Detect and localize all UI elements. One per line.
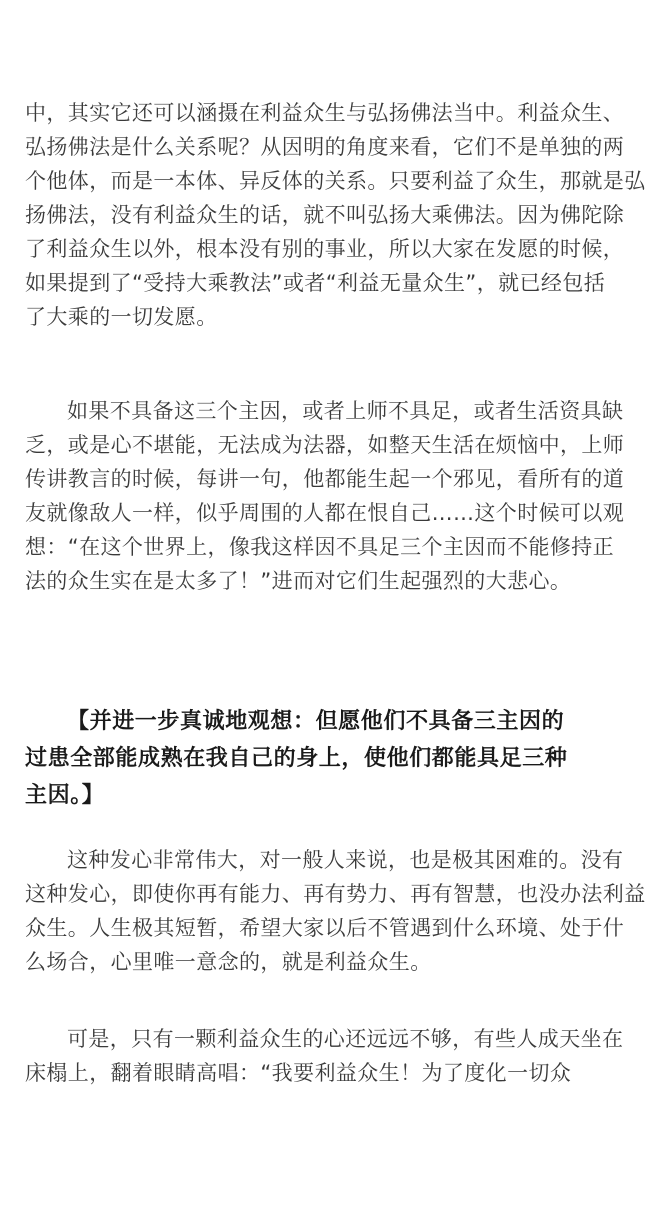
text-line: 如果不具备这三个主因，或者上师不具足，或者生活资具缺 bbox=[67, 399, 624, 423]
text-line: 想：“在这个世界上，像我这样因不具足三个主因而不能修持正 bbox=[25, 535, 615, 559]
text-line: 扬佛法，没有利益众生的话，就不叫弘扬大乘佛法。因为佛陀除 bbox=[25, 203, 625, 227]
text-line: 这种发心非常伟大，对一般人来说，也是极其困难的。没有 bbox=[67, 848, 624, 872]
text-line: 弘扬佛法是什么关系呢？从因明的角度来看，它们不是单独的两 bbox=[25, 135, 625, 159]
text-line: 中，其实它还可以涵摄在利益众生与弘扬佛法当中。利益众生、 bbox=[25, 101, 625, 125]
text-line: 如果提到了“受持大乘教法”或者“利益无量众生”，就已经包括 bbox=[25, 271, 606, 295]
text-line: 众生。人生极其短暂，希望大家以后不管遇到什么环境、处于什 bbox=[25, 916, 625, 940]
text-line: 床榻上，翻着眼睛高唱：“我要利益众生！为了度化一切众 bbox=[25, 1061, 572, 1085]
heading-line: 【并进一步真诚地观想：但愿他们不具备三主因的 bbox=[67, 708, 565, 734]
paragraph-1 bbox=[25, 96, 645, 334]
text-line: 传讲教言的时候，每讲一句，他都能生起一个邪见，看所有的道 bbox=[25, 467, 625, 491]
text-line: 法的众生实在是太多了！”进而对它们生起强烈的大悲心。 bbox=[25, 569, 572, 593]
text-line: 乏，或是心不堪能，无法成为法器，如整天生活在烦恼中，上师 bbox=[25, 433, 625, 457]
text-line: 可是，只有一颗利益众生的心还远远不够，有些人成天坐在 bbox=[67, 1027, 624, 1051]
text-line: 个他体，而是一本体、异反体的关系。只要利益了众生，那就是弘 bbox=[25, 169, 646, 193]
paragraph-4 bbox=[25, 1022, 645, 1090]
text-line: 了大乘的一切发愿。 bbox=[25, 305, 218, 329]
heading-line: 主因。】 bbox=[25, 782, 105, 808]
heading-line: 过患全部能成熟在我自己的身上，使他们都能具足三种 bbox=[25, 745, 568, 771]
text-line: 了利益众生以外，根本没有别的事业，所以大家在发愿的时候， bbox=[25, 237, 625, 261]
text-line: 这种发心，即使你再有能力、再有势力、再有智慧，也没办法利益 bbox=[25, 882, 646, 906]
paragraph-3 bbox=[25, 843, 645, 979]
paragraph-2 bbox=[25, 394, 645, 598]
text-line: 友就像敌人一样，似乎周围的人都在恨自己……这个时候可以观 bbox=[25, 501, 625, 525]
emphasis-heading bbox=[25, 703, 645, 814]
text-line: 么场合，心里唯一意念的，就是利益众生。 bbox=[25, 950, 432, 974]
